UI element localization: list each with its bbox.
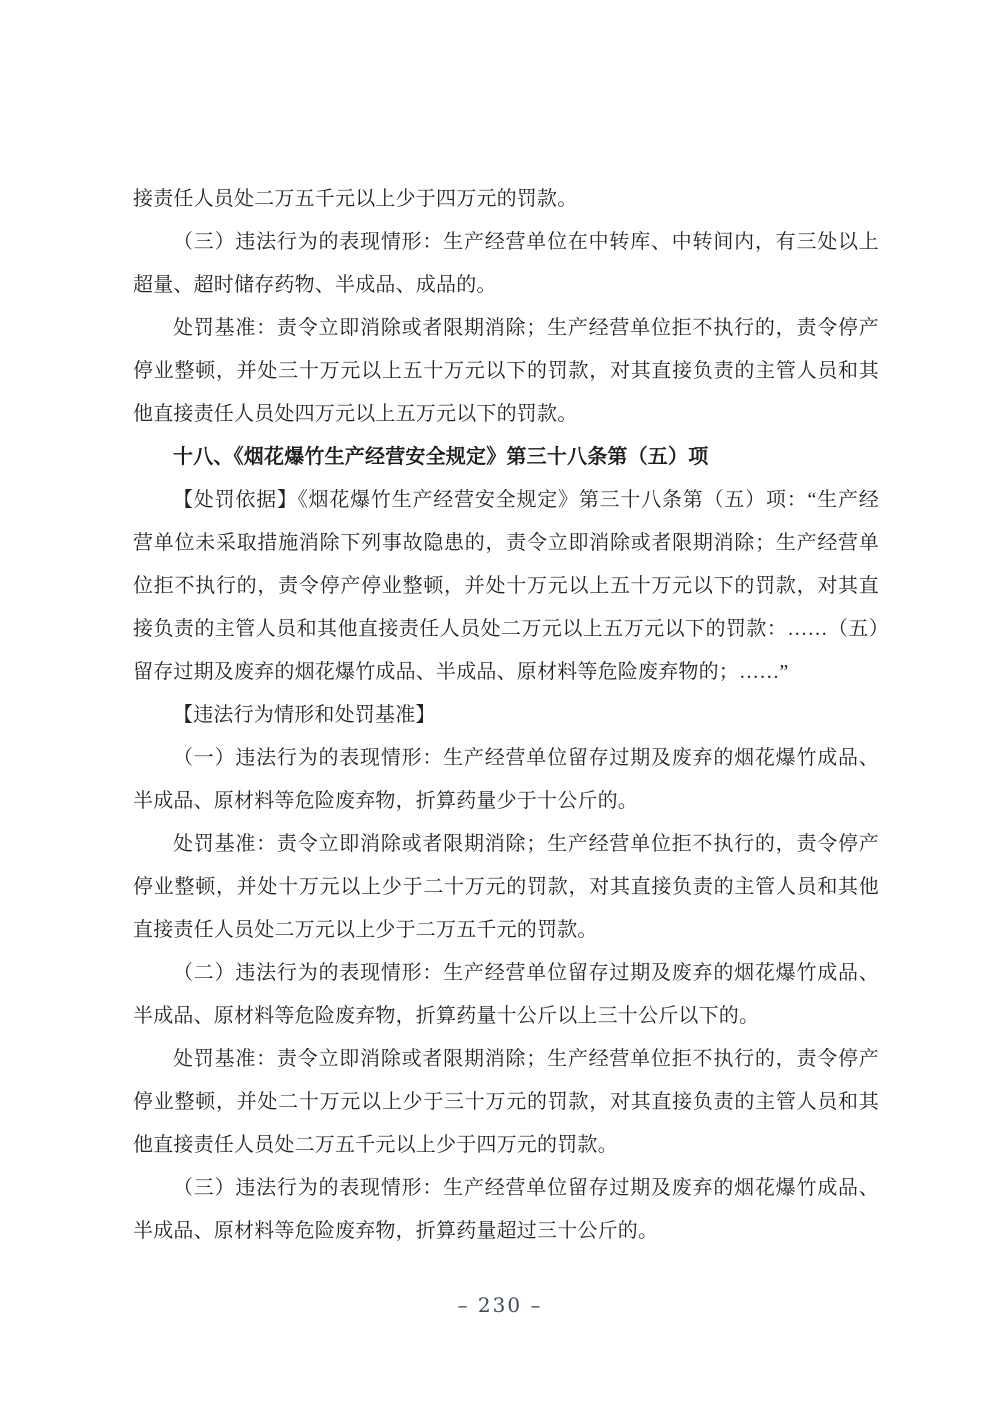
paragraph-fine-continuation: 接责任人员处二万五千元以上少于四万元的罚款。: [133, 188, 578, 210]
paragraph-penalty-standard-1: 处罚基准：责令立即消除或者限期消除；生产经营单位拒不执行的，责令停产停业整顿，并处十万元以上少于二十万元的罚款，对其直接负责的主管人员和其他直接责任人员处二万元以上少于二万五千元的罚款。: [133, 833, 879, 941]
section-heading: 十八、《烟花爆竹生产经营安全规定》第三十八条第（五）项: [173, 446, 709, 468]
paragraph-violation-situation-1: （一）违法行为的表现情形：生产经营单位留存过期及废弃的烟花爆竹成品、半成品、原材料等危险废弃物，折算药量少于十公斤的。: [133, 747, 879, 812]
paragraph-penalty-standard-3: 处罚基准：责令立即消除或者限期消除；生产经营单位拒不执行的，责令停产停业整顿，并处三十万元以上五十万元以下的罚款，对其直接负责的主管人员和其他直接责任人员处四万元以上五万元以下的罚款。: [133, 317, 879, 425]
paragraph-penalty-standard-2: 处罚基准：责令立即消除或者限期消除；生产经营单位拒不执行的，责令停产停业整顿，并处二十万元以上少于三十万元的罚款，对其直接负责的主管人员和其他直接责任人员处二万五千元以上少于四万元的罚款。: [133, 1048, 879, 1156]
document-body: [133, 178, 879, 1253]
paragraph-violation-situation-3b: （三）违法行为的表现情形：生产经营单位留存过期及废弃的烟花爆竹成品、半成品、原材料等危险废弃物，折算药量超过三十公斤的。: [133, 1177, 879, 1242]
paragraph-subheading-violations: 【违法行为情形和处罚基准】: [173, 704, 436, 726]
paragraph-violation-situation-2: （二）违法行为的表现情形：生产经营单位留存过期及废弃的烟花爆竹成品、半成品、原材料等危险废弃物，折算药量十公斤以上三十公斤以下的。: [133, 962, 879, 1027]
paragraph-violation-situation-3: （三）违法行为的表现情形：生产经营单位在中转库、中转间内，有三处以上超量、超时储存药物、半成品、成品的。: [133, 231, 879, 296]
paragraph-penalty-basis: 【处罚依据】《烟花爆竹生产经营安全规定》第三十八条第（五）项：“生产经营单位未采取措施消除下列事故隐患的，责令立即消除或者限期消除；生产经营单位拒不执行的，责令停产停业整顿，并处十万元以上五十万元以下的罚款，对其直接负责的主管人员和其他直接责任人员处二万元以上五万元以下的罚款：……（五）留存过期及废弃的烟花爆竹成品、半成品、原材料等危险废弃物的；……”: [133, 489, 879, 683]
page-number: – 230 –: [457, 1293, 543, 1317]
